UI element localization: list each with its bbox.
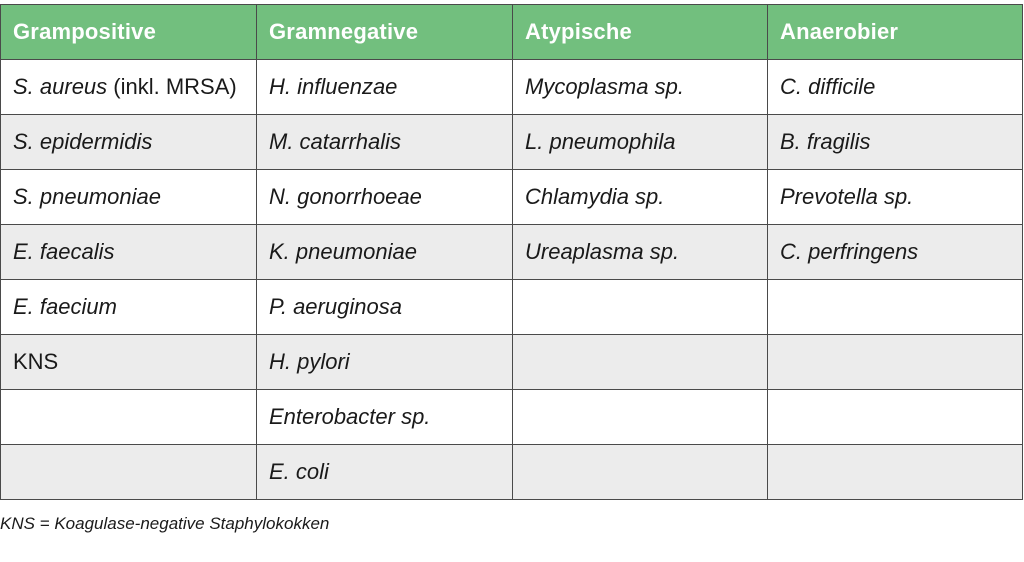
table-cell-atypische [513,390,768,445]
table-cell-gramnegative [257,60,513,115]
organism-name: Mycoplasma sp. [525,74,684,99]
organism-name: M. catarrhalis [269,129,402,154]
table-cell-atypische [513,445,768,500]
table-cell-anaerobier [768,335,1023,390]
table-cell-atypische [513,170,768,225]
organism-name: E. faecium [13,294,117,319]
table-cell-anaerobier [768,445,1023,500]
table-cell-atypische [513,335,768,390]
pathogen-table [0,4,1023,500]
header-atypische: Atypische [513,5,768,60]
table-cell-gramnegative [257,280,513,335]
table-cell-grampositive [1,225,257,280]
table-cell-gramnegative [257,390,513,445]
table-row [1,335,1023,390]
pathogen-table-container [0,4,1022,500]
organism-name: S. aureus [13,74,108,99]
table-cell-grampositive [1,60,257,115]
header-grampositive: Grampositive [1,5,257,60]
organism-name: L. pneumophila [525,129,676,154]
cell-suffix-text: KNS [13,349,59,374]
organism-name: S. epidermidis [13,129,153,154]
organism-name: N. gonorrhoeae [269,184,422,209]
cell-suffix-text: (inkl. MRSA) [107,74,237,99]
table-cell-anaerobier [768,225,1023,280]
organism-name: B. fragilis [780,129,871,154]
table-cell-atypische [513,225,768,280]
table-cell-anaerobier [768,170,1023,225]
table-cell-anaerobier [768,280,1023,335]
table-row [1,445,1023,500]
table-cell-grampositive [1,335,257,390]
table-cell-atypische [513,60,768,115]
table-cell-grampositive [1,170,257,225]
table-cell-grampositive [1,115,257,170]
table-cell-atypische [513,280,768,335]
organism-name: H. influenzae [269,74,398,99]
header-anaerobier: Anaerobier [768,5,1023,60]
table-cell-atypische [513,115,768,170]
table-row [1,390,1023,445]
table-row [1,280,1023,335]
table-header-row [1,5,1023,60]
table-cell-anaerobier [768,115,1023,170]
organism-name: Prevotella sp. [780,184,914,209]
table-cell-grampositive [1,390,257,445]
organism-name: S. pneumoniae [13,184,161,209]
table-row [1,60,1023,115]
table-cell-grampositive [1,280,257,335]
organism-name: P. aeruginosa [269,294,402,319]
table-footnote: KNS = Koagulase-negative Staphylokokken [0,514,330,533]
organism-name: C. difficile [780,74,876,99]
organism-name: C. perfringens [780,239,919,264]
organism-name: K. pneumoniae [269,239,417,264]
table-cell-grampositive [1,445,257,500]
table-cell-anaerobier [768,60,1023,115]
organism-name: Chlamydia sp. [525,184,665,209]
table-row [1,115,1023,170]
table-cell-gramnegative [257,445,513,500]
organism-name: H. pylori [269,349,350,374]
organism-name: E. faecalis [13,239,115,264]
table-cell-gramnegative [257,170,513,225]
organism-name: E. coli [269,459,329,484]
organism-name: Ureaplasma sp. [525,239,680,264]
table-cell-gramnegative [257,335,513,390]
table-cell-gramnegative [257,115,513,170]
organism-name: Enterobacter sp. [269,404,431,429]
table-row [1,170,1023,225]
table-cell-anaerobier [768,390,1023,445]
header-gramnegative: Gramnegative [257,5,513,60]
table-cell-gramnegative [257,225,513,280]
table-row [1,225,1023,280]
